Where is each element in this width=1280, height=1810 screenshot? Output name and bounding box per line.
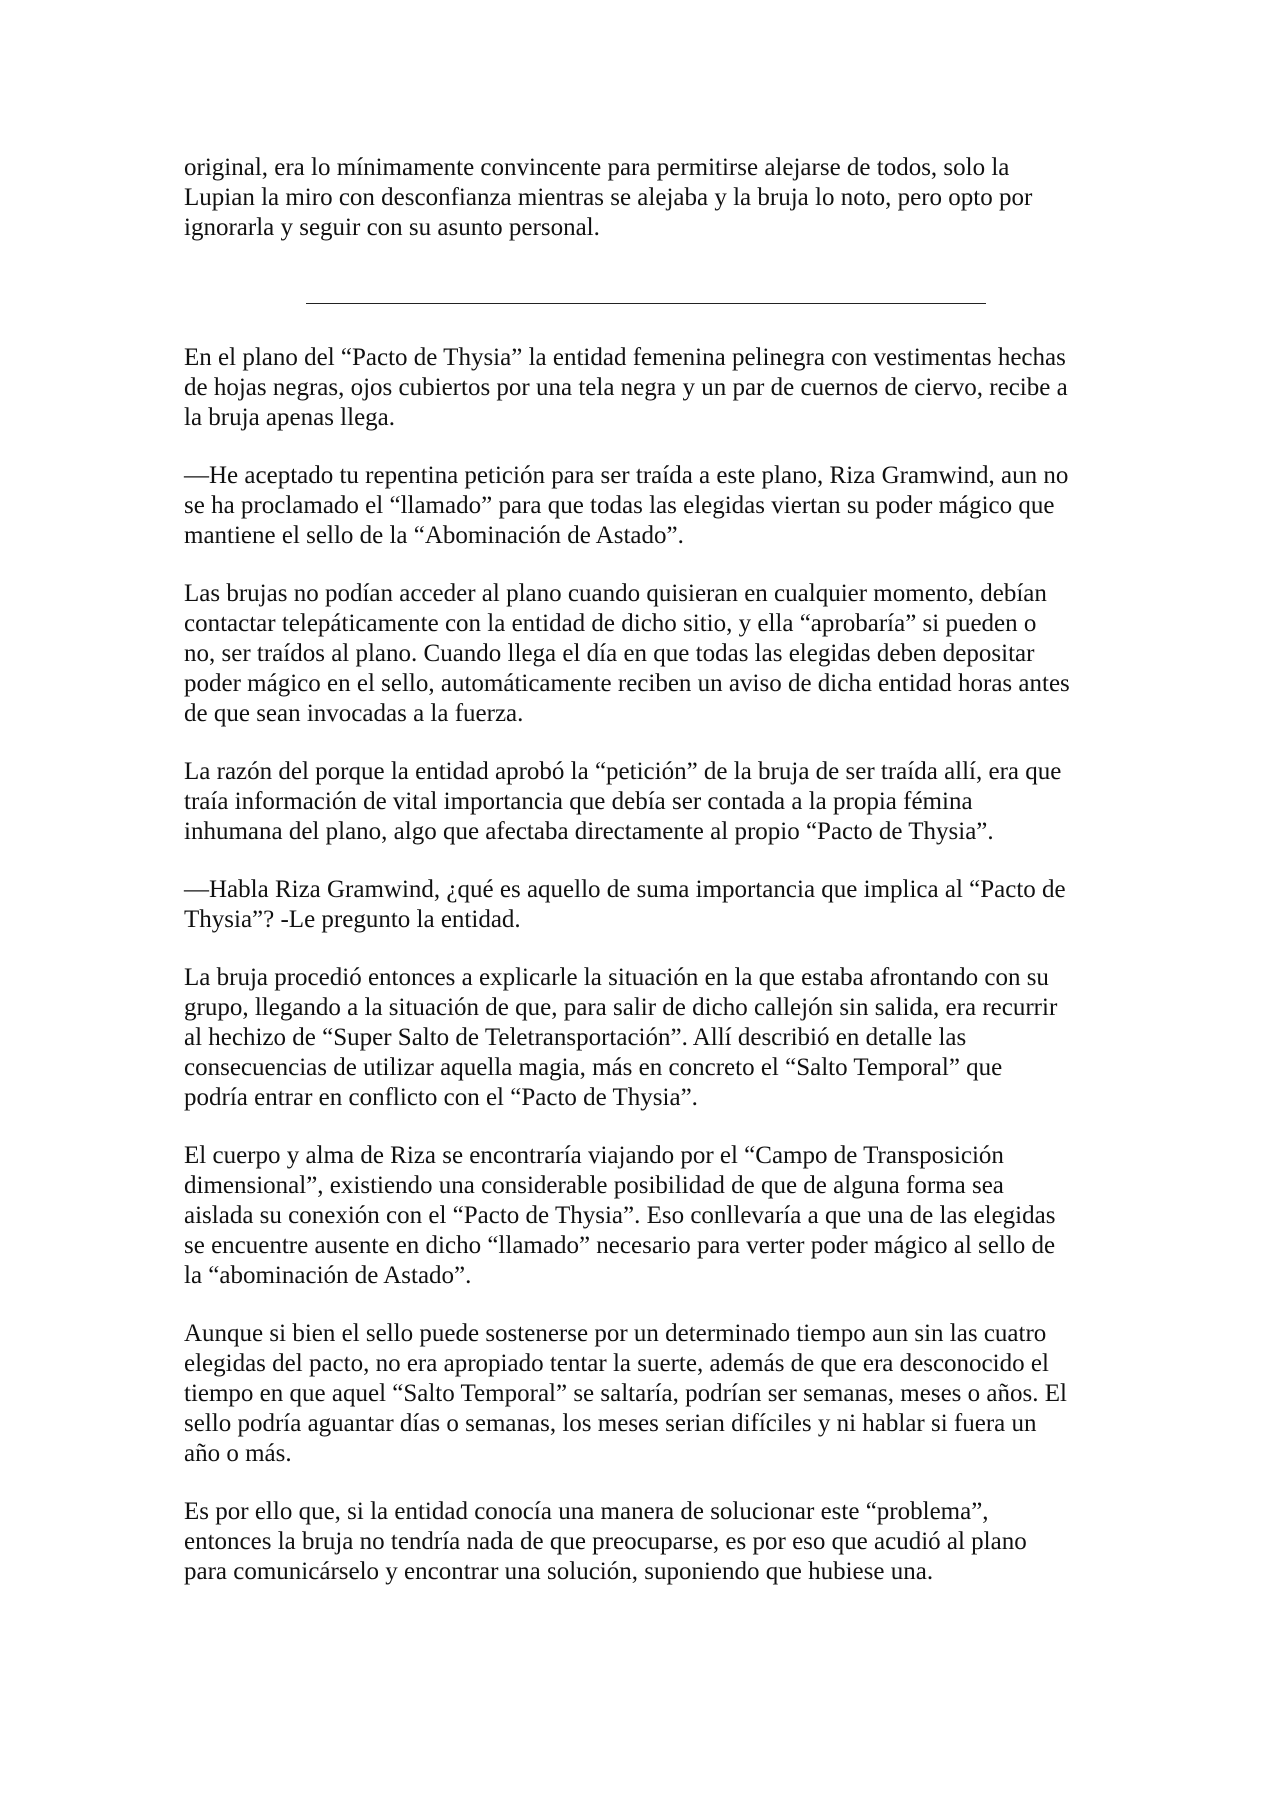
paragraph-10: Es por ello que, si la entidad conocía una manera de solucionar este “problema”, entonces la bruja no tendría nada de que preocuparse, es por eso que acudió al plano para comunicárselo y encontrar una solución, suponiendo que hubiese una. [184, 1498, 1027, 1585]
section-body [184, 343, 1108, 1587]
paragraph-5: La razón del porque la entidad aprobó la “petición” de la bruja de ser traída allí, era que traía información de vital importancia que debía ser contada a la propia fémina inhumana del plano, algo que afectaba directamente al propio “Pacto de Thysia”. [184, 758, 1062, 845]
paragraph-6: —Habla Riza Gramwind, ¿qué es aquello de suma importancia que implica al “Pacto de Thysia”? -Le pregunto la entidad. [184, 876, 1066, 933]
paragraph-8: El cuerpo y alma de Riza se encontraría viajando por el “Campo de Transposición dimensional”, existiendo una considerable posibilidad de que de alguna forma sea aislada su conexión con el “Pacto de Thysia”. Eso conllevaría a que una de las elegidas se encuentre ausente en dicho “llamado” necesario para verter poder mágico al sello de la “abominación de Astado”. [184, 1142, 1056, 1289]
paragraph-3: —He aceptado tu repentina petición para ser traída a este plano, Riza Gramwind, aun no se ha proclamado el “llamado” para que todas las elegidas viertan su poder mágico que mantiene el sello de la “Abominación de Astado”. [184, 462, 1069, 549]
paragraph-9: Aunque si bien el sello puede sostenerse por un determinado tiempo aun sin las cuatro elegidas del pacto, no era apropiado tentar la suerte, además de que era desconocido el tiempo en que aquel “Salto Temporal” se saltaría, podrían ser semanas, meses o años. El sello podría aguantar días o semanas, los meses serian difíciles y ni hablar si fuera un año o más. [184, 1320, 1067, 1467]
paragraph-1: original, era lo mínimamente convincente para permitirse alejarse de todos, solo la Lupian la miro con desconfianza mientras se alejaba y la bruja lo noto, pero opto por ignorarla y seguir con su asunto personal. [184, 154, 1033, 241]
document-page [184, 153, 1108, 1615]
paragraph-4: Las brujas no podían acceder al plano cuando quisieran en cualquier momento, debían contactar telepáticamente con la entidad de dicho sitio, y ella “aprobaría” si pueden o no, ser traídos al plano. Cuando llega el día en que todas las elegidas deben depositar poder mágico en el sello, automáticamente reciben un aviso de dicha entidad horas antes de que sean invocadas a la fuerza. [184, 580, 1070, 727]
paragraph-7: La bruja procedió entonces a explicarle la situación en la que estaba afrontando con su grupo, llegando a la situación de que, para salir de dicho callejón sin salida, era recurrir al hechizo de “Super Salto de Teletransportación”. Allí describió en detalle las consecuencias de utilizar aquella magia, más en concreto el “Salto Temporal” que podría entrar en conflicto con el “Pacto de Thysia”. [184, 964, 1058, 1111]
section-separator [306, 303, 986, 304]
paragraph-2: En el plano del “Pacto de Thysia” la entidad femenina pelinegra con vestimentas hechas de hojas negras, ojos cubiertos por una tela negra y un par de cuernos de ciervo, recibe a la bruja apenas llega. [184, 344, 1068, 431]
